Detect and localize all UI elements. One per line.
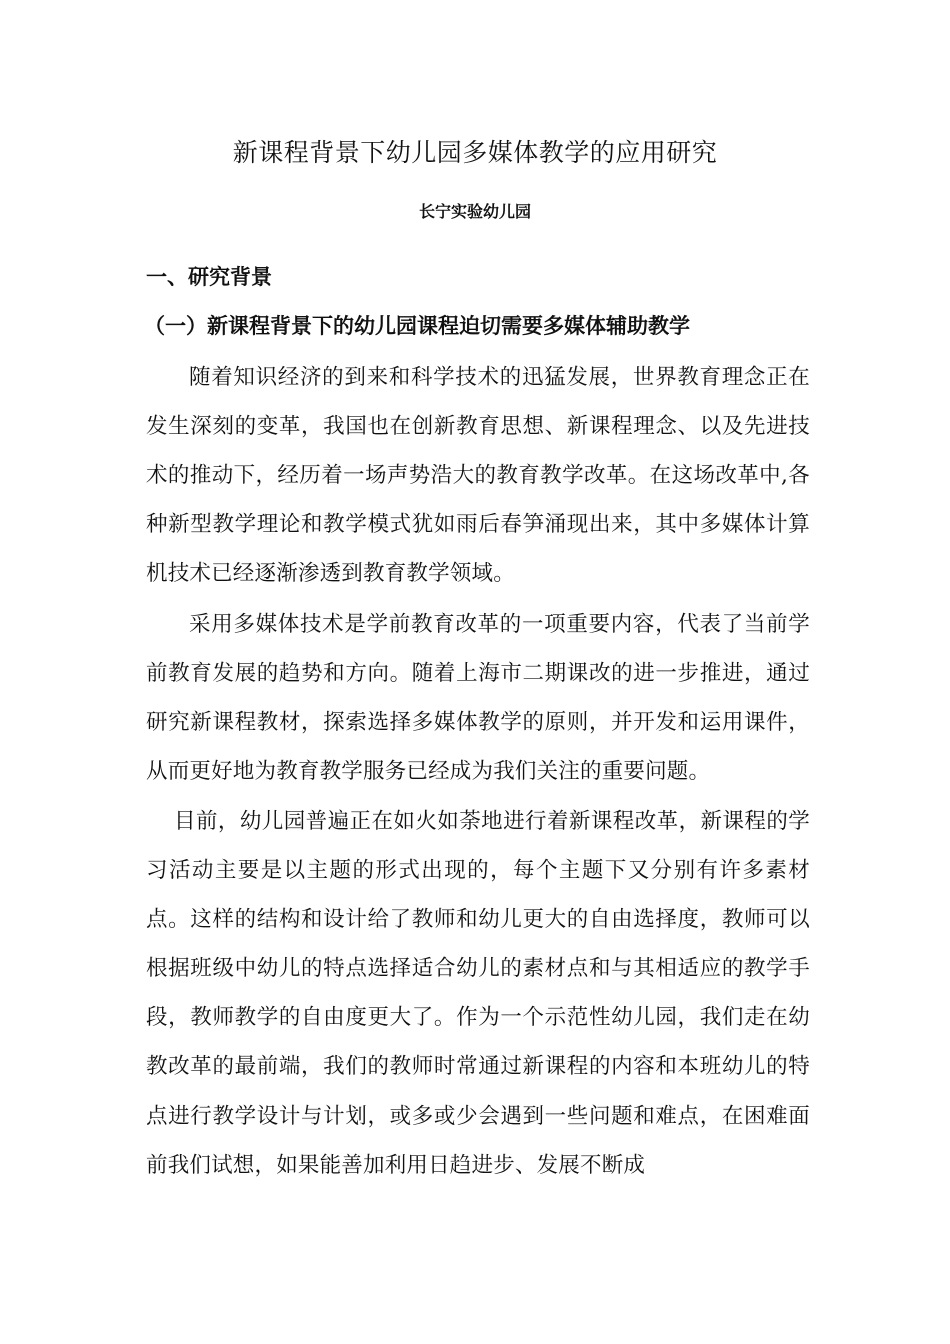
body-paragraph: 随着知识经济的到来和科学技术的迅猛发展，世界教育理念正在发生深刻的变革，我国也在创新教育思想、新课程理念、以及先进技术的推动下，经历着一场声势浩大的教育教学改革。在这场改革中,各种新型教学理论和教学模式犹如雨后春笋涌现出来，其中多媒体计算机技术已经逐渐渗透到教育教学领域。 bbox=[146, 365, 810, 587]
document-author: 长宁实验幼儿园 bbox=[418, 202, 531, 221]
body-paragraph: 采用多媒体技术是学前教育改革的一项重要内容，代表了当前学前教育发展的趋势和方向。随着上海市二期课改的进一步推进，通过研究新课程教材，探索选择多媒体教学的原则，并开发和运用课件，从而更好地为教育教学服务已经成为我们关注的重要问题。 bbox=[146, 612, 810, 785]
body-paragraph: 目前，幼儿园普遍正在如火如荼地进行着新课程改革，新课程的学习活动主要是以主题的形式出现的，每个主题下又分别有许多素材点。这样的结构和设计给了教师和幼儿更大的自由选择度，教师可以根据班级中幼儿的特点选择适合幼儿的素材点和与其相适应的教学手段，教师教学的自由度更大了。作为一个示范性幼儿园，我们走在幼教改革的最前端，我们的教师时常通过新课程的内容和本班幼儿的特点进行教学设计与计划，或多或少会遇到一些问题和难点，在困难面前我们试想，如果能善加利用日趋进步、发展不断成 bbox=[146, 809, 810, 1178]
section-heading: 一、研究背景 bbox=[146, 265, 272, 289]
subsection-heading: （一）新课程背景下的幼儿园课程迫切需要多媒体辅助教学 bbox=[144, 314, 690, 338]
document-title: 新课程背景下幼儿园多媒体教学的应用研究 bbox=[232, 138, 718, 167]
